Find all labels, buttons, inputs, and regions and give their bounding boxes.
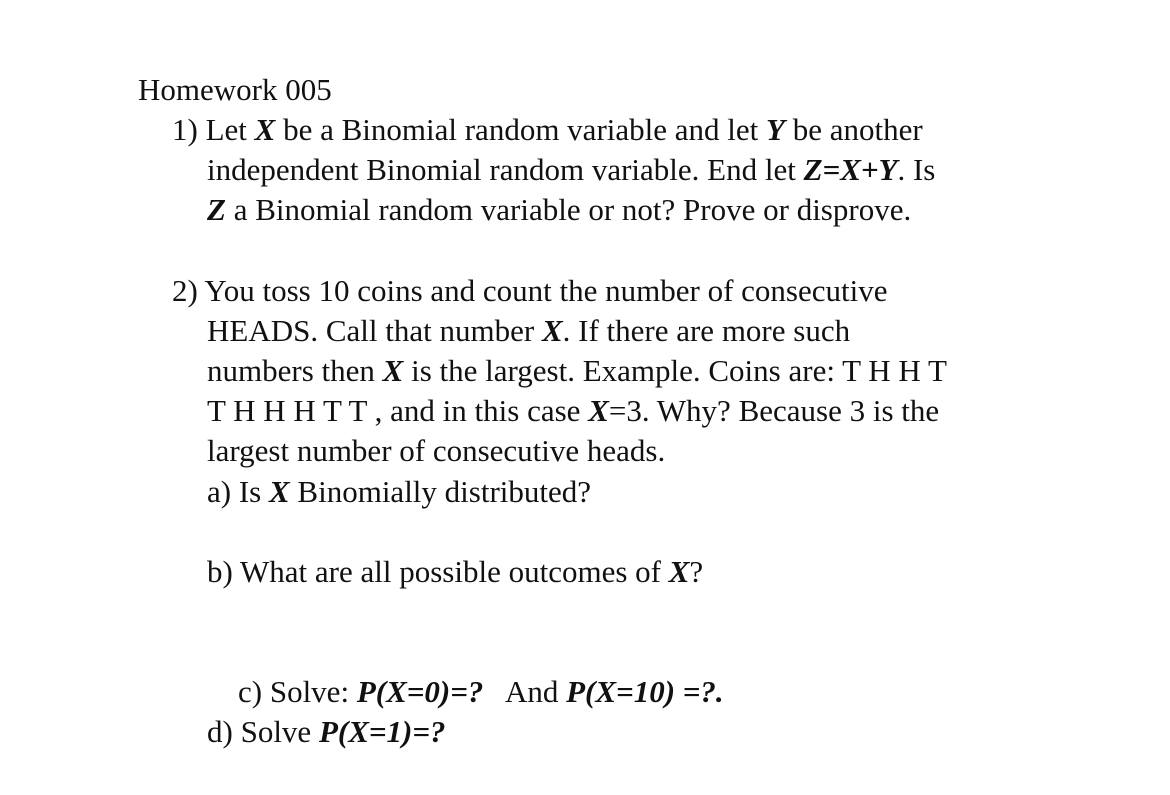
q2-text: . If there are more such [562,313,851,348]
q2-text: HEADS. Call that number [207,313,542,348]
part-c-text: c) Solve: [238,674,357,709]
prob-x-1: P(X=1)=? [318,714,446,749]
q2-part-a [207,472,591,512]
var-x: X [668,554,690,589]
part-b-text: ? [689,554,704,589]
q2-text: numbers then [207,353,383,388]
title-text: Homework 005 [138,72,332,107]
q2-line-1 [172,271,887,311]
q2-line-5 [207,431,665,471]
part-b-text: b) What are all possible outcomes of [207,554,669,589]
q2-line-3 [207,351,947,391]
part-a-text: Binomially distributed? [289,474,592,509]
q1-text: 1) Let [172,112,255,147]
part-c-text: And [483,674,567,709]
var-x: X [588,393,609,428]
homework-title [138,70,332,110]
q2-text: 2) You toss 10 coins and count the number of consecutive [172,273,888,308]
var-z: Z [207,192,226,227]
prob-x-10: P(X=10) =?. [566,674,724,709]
equation-z: Z=X+Y [803,152,898,187]
part-d-text: d) Solve [207,714,319,749]
q1-line-1 [172,110,923,150]
q2-part-d [207,712,446,752]
q2-text: T H H H T T , and in this case [207,393,589,428]
var-y: Y [766,112,785,147]
q1-line-2 [207,150,935,190]
q2-line-4 [207,391,939,431]
var-x: X [382,353,404,388]
var-x: X [268,474,290,509]
var-x: X [541,313,563,348]
q2-line-2 [207,311,850,351]
q1-line-3 [207,190,911,230]
part-a-text: a) Is [207,474,269,509]
q1-text: a Binomial random variable or not? Prove or disprove. [225,192,912,227]
prob-x-0: P(X=0)=? [356,674,484,709]
q2-part-b [207,552,703,592]
q1-text: . Is [897,152,936,187]
var-x: X [254,112,276,147]
q1-text: independent Binomial random variable. End let [207,152,804,187]
q2-text: =3. Why? Because 3 is the [608,393,940,428]
q1-text: be a Binomial random variable and let [275,112,766,147]
q1-text: be another [784,112,923,147]
q2-text: is the largest. Example. Coins are: T H H T [403,353,947,388]
q2-text: largest number of consecutive heads. [207,433,666,468]
